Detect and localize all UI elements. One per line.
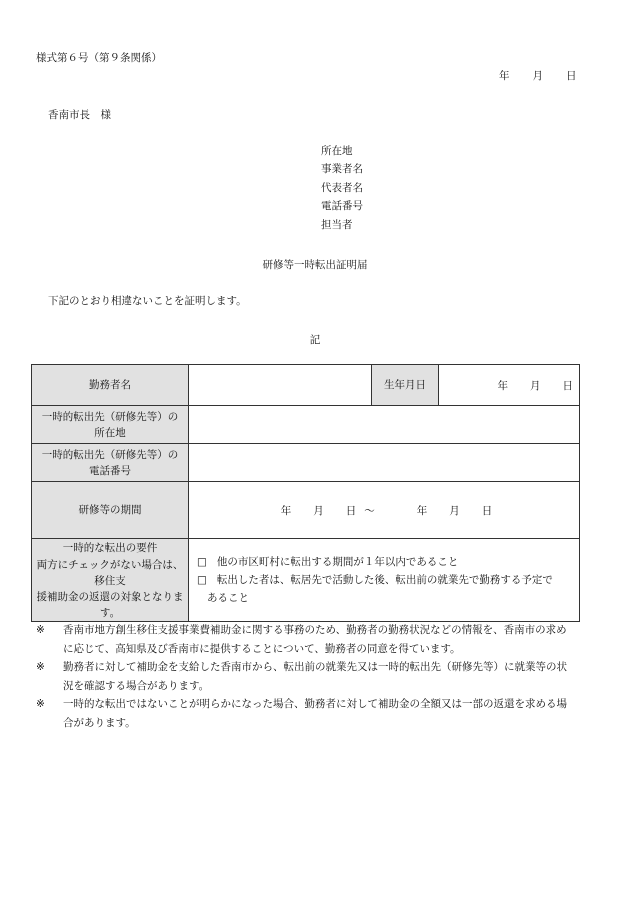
requirement-note-line2: 援補助金の返還の対象となります。 <box>36 591 184 619</box>
date-line <box>499 68 577 83</box>
note-mark-2: ※ <box>36 661 45 673</box>
form-number: 様式第６号（第９条関係） <box>36 52 162 64</box>
applicant-address-label: 所在地 <box>321 145 353 157</box>
row-requirements <box>32 539 580 622</box>
destination-address-label <box>32 406 189 444</box>
destination-phone-field[interactable] <box>189 444 580 482</box>
destination-address-label-line2: 所在地 <box>94 426 126 439</box>
requirement-text-1: 他の市区町村に転出する期間が１年以内であること <box>216 556 459 568</box>
destination-phone-label <box>32 444 189 482</box>
document-title: 研修等一時転出証明届 <box>262 259 368 271</box>
requirement-item-2-cont <box>197 589 579 607</box>
period-label: 研修等の期間 <box>32 482 189 539</box>
date-year-label: 年 <box>499 70 510 82</box>
requirement-label: 一時的な転出の要件 <box>62 542 158 554</box>
worker-name-field[interactable] <box>189 365 372 406</box>
requirement-note-line1: 両方にチェックがない場合は、移住支 <box>36 559 184 587</box>
certificate-table <box>31 364 580 622</box>
destination-phone-label-line2: 電話番号 <box>89 464 131 477</box>
note-1 <box>36 621 592 658</box>
note-2-line2: 況を確認する場合があります。 <box>63 679 210 692</box>
requirement-checkbox-2[interactable]: □ <box>197 574 207 586</box>
note-2-line1: 勤務者に対して補助金を支給した香南市から、転出前の就業先又は一時的転出先（研修先等）に就業等の状 <box>63 661 567 673</box>
note-1-line1: 香南市地方創生移住支援事業費補助金に関する事務のため、勤務者の勤務状況などの情報を、香南市の求め <box>63 624 567 636</box>
requirement-text-2-cont: あること <box>207 592 249 604</box>
birthdate-year-label: 年 <box>497 379 508 392</box>
birthdate-field[interactable] <box>439 365 580 406</box>
period-start-month: 月 <box>313 504 324 517</box>
birthdate-day-label: 日 <box>562 379 573 392</box>
date-month-label: 月 <box>532 70 543 82</box>
period-end-day: 日 <box>481 504 493 517</box>
certification-text: 下記のとおり相違ないことを証明します。 <box>48 295 247 307</box>
birthdate-label: 生年月日 <box>372 365 439 406</box>
applicant-contact-person-label: 担当者 <box>321 219 353 231</box>
note-3-line2: 合があります。 <box>63 716 136 729</box>
period-field[interactable] <box>189 482 580 539</box>
destination-address-field[interactable] <box>189 406 580 444</box>
ki-label: 記 <box>309 334 321 346</box>
requirement-text-2: 転出した者は、転居先で活動した後、転出前の就業先で勤務する予定で <box>216 574 553 586</box>
addressee: 香南市長 様 <box>48 109 111 121</box>
note-1-line2: に応じて、高知県及び香南市に提供することについて、勤務者の同意を得ています。 <box>63 642 461 655</box>
row-worker-name <box>32 365 580 406</box>
note-3-line1: 一時的な転出ではないことが明らかになった場合、勤務者に対して補助金の全額又は一部の返還を求める場 <box>63 698 567 710</box>
destination-address-label-line1: 一時的転出先（研修先等）の <box>41 410 179 423</box>
worker-name-label: 勤務者名 <box>32 365 189 406</box>
birthdate-month-label: 月 <box>530 379 541 392</box>
row-destination-phone <box>32 444 580 482</box>
applicant-representative-label: 代表者名 <box>321 182 363 194</box>
row-destination-address <box>32 406 580 444</box>
period-start-year: 年 <box>280 504 292 517</box>
note-mark-3: ※ <box>36 698 45 710</box>
period-end-month: 月 <box>449 504 460 517</box>
note-2 <box>36 658 592 695</box>
row-period <box>32 482 580 539</box>
note-3 <box>36 695 592 732</box>
date-day-label: 日 <box>566 70 577 82</box>
requirement-item-2 <box>197 571 579 589</box>
applicant-company-label: 事業者名 <box>321 163 363 175</box>
requirements-list <box>189 539 580 622</box>
requirement-label-cell <box>32 539 189 622</box>
notes <box>36 621 592 732</box>
requirement-checkbox-1[interactable]: □ <box>197 556 207 568</box>
period-separator: ～ <box>364 504 375 517</box>
period-end-year: 年 <box>416 504 428 517</box>
applicant-phone-label: 電話番号 <box>321 200 363 212</box>
destination-phone-label-line1: 一時的転出先（研修先等）の <box>41 448 179 461</box>
requirement-item-1 <box>197 553 579 571</box>
note-mark-1: ※ <box>36 624 45 636</box>
period-start-day: 日 <box>345 504 357 517</box>
